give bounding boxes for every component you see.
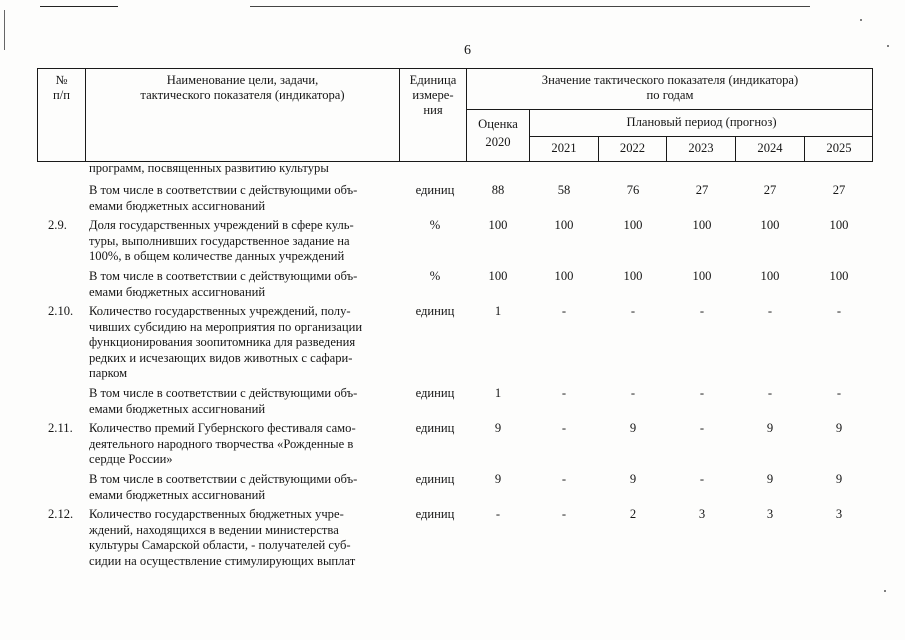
row-unit: единиц <box>415 304 455 318</box>
header-year: 2022 <box>619 141 646 155</box>
header-col-number: № п/п <box>53 73 70 102</box>
row-value-year: 100 <box>692 218 712 232</box>
row-value-year: - <box>561 386 567 400</box>
header-year: 2023 <box>688 141 714 155</box>
header-col-value: Значение тактического показателя (индикатора) по годам <box>541 73 799 102</box>
row-unit: единиц <box>415 386 455 400</box>
header-year: 2021 <box>551 141 577 155</box>
row-unit: единиц <box>415 472 455 486</box>
row-name: В том числе в соответствии с действующими объ- емами бюджетных ассигнований <box>89 386 358 416</box>
row-number: 2.10. <box>48 304 74 318</box>
row-value-year: 3 <box>766 507 774 521</box>
row-value-year: 100 <box>554 218 574 232</box>
row-value-year: 9 <box>629 421 637 435</box>
row-value-year: - <box>767 304 773 318</box>
row-value-estimate: 88 <box>491 183 505 197</box>
row-name: В том числе в соответствии с действующими объ- емами бюджетных ассигнований <box>89 269 358 299</box>
row-value-year: - <box>836 386 842 400</box>
row-value-year: - <box>836 304 842 318</box>
row-name: Доля государственных учреждений в сфере куль- туры, выполнивших государственное задание на 100%, в общем количестве данных учреждений <box>89 218 354 263</box>
row-value-year: 100 <box>829 269 849 283</box>
row-value-year: 9 <box>766 421 774 435</box>
header-col-plan: Плановый период (прогноз) <box>626 115 777 129</box>
header-col-name: Наименование цели, задачи, тактического показателя (индикатора) <box>140 73 345 102</box>
row-value-year: - <box>767 386 773 400</box>
row-value-estimate: 9 <box>494 421 502 435</box>
row-value-year: - <box>699 472 705 486</box>
row-name: В том числе в соответствии с действующими объ- емами бюджетных ассигнований <box>89 183 358 213</box>
row-value-year: 2 <box>629 507 637 521</box>
scan-edge-left <box>4 10 5 50</box>
row-name: Количество государственных учреждений, полу- чивших субсидию на мероприятия по организации функционирования зоопитомника для разведения редких и исчезающих видов животных с сафари- парком <box>89 304 363 380</box>
scan-speck <box>887 45 889 47</box>
scan-speck <box>884 590 886 592</box>
row-value-year: 3 <box>835 507 843 521</box>
row-unit: единиц <box>415 421 455 435</box>
row-unit: % <box>429 218 441 232</box>
row-value-year: 100 <box>692 269 712 283</box>
header-year: 2025 <box>826 141 852 155</box>
row-value-year: 100 <box>760 269 780 283</box>
row-value-year: - <box>699 386 705 400</box>
row-value-year: 100 <box>829 218 849 232</box>
row-value-year: - <box>699 304 705 318</box>
row-value-year: 3 <box>698 507 706 521</box>
row-value-year: 100 <box>760 218 780 232</box>
row-value-year: - <box>561 507 567 521</box>
row-value-year: 58 <box>557 183 571 197</box>
row-value-estimate: 1 <box>494 386 502 400</box>
row-value-year: 100 <box>623 218 643 232</box>
header-divider <box>529 136 873 137</box>
row-number: 2.11. <box>48 421 73 435</box>
row-name: В том числе в соответствии с действующими объ- емами бюджетных ассигнований <box>89 472 358 502</box>
row-value-estimate: 9 <box>494 472 502 486</box>
row-value-year: 27 <box>695 183 709 197</box>
row-value-year: 76 <box>626 183 640 197</box>
header-year: 2024 <box>757 141 783 155</box>
row-value-estimate: 100 <box>488 218 508 232</box>
header-col-unit: Единица измере- ния <box>409 73 457 117</box>
row-value-year: 9 <box>835 421 843 435</box>
scan-edge-top-left <box>40 6 118 7</box>
row-unit: единиц <box>415 507 455 521</box>
row-value-year: 9 <box>835 472 843 486</box>
row-value-year: 9 <box>766 472 774 486</box>
row-value-year: 100 <box>623 269 643 283</box>
row-value-year: - <box>630 386 636 400</box>
row-value-year: - <box>699 421 705 435</box>
row-number: 2.12. <box>48 507 74 521</box>
row-value-estimate: 1 <box>494 304 502 318</box>
row-name: Количество премий Губернского фестиваля само- деятельного народного творчества «Рожденные в сердце России» <box>89 421 356 466</box>
row-value-year: 27 <box>832 183 846 197</box>
row-value-estimate: - <box>495 507 501 521</box>
row-value-year: 100 <box>554 269 574 283</box>
row-name: программ, посвященных развитию культуры <box>89 161 329 175</box>
row-value-year: 27 <box>763 183 777 197</box>
row-value-estimate: 100 <box>488 269 508 283</box>
row-value-year: 9 <box>629 472 637 486</box>
row-unit: единиц <box>415 183 455 197</box>
header-divider <box>466 109 873 110</box>
row-value-year: - <box>561 421 567 435</box>
row-name: Количество государственных бюджетных учре- ждений, находящихся в ведении министерства культуры Самарской области, - получателей суб- сидии на осуществление стимулирующих выплат <box>89 507 356 568</box>
row-number: 2.9. <box>48 218 67 232</box>
header-col-estimate: Оценка 2020 <box>478 117 518 149</box>
row-unit: % <box>429 269 441 283</box>
page-number: 6 <box>464 43 471 58</box>
row-value-year: - <box>561 304 567 318</box>
row-value-year: - <box>630 304 636 318</box>
scan-edge-top-right <box>250 6 810 7</box>
row-value-year: - <box>561 472 567 486</box>
scan-speck <box>860 19 862 21</box>
